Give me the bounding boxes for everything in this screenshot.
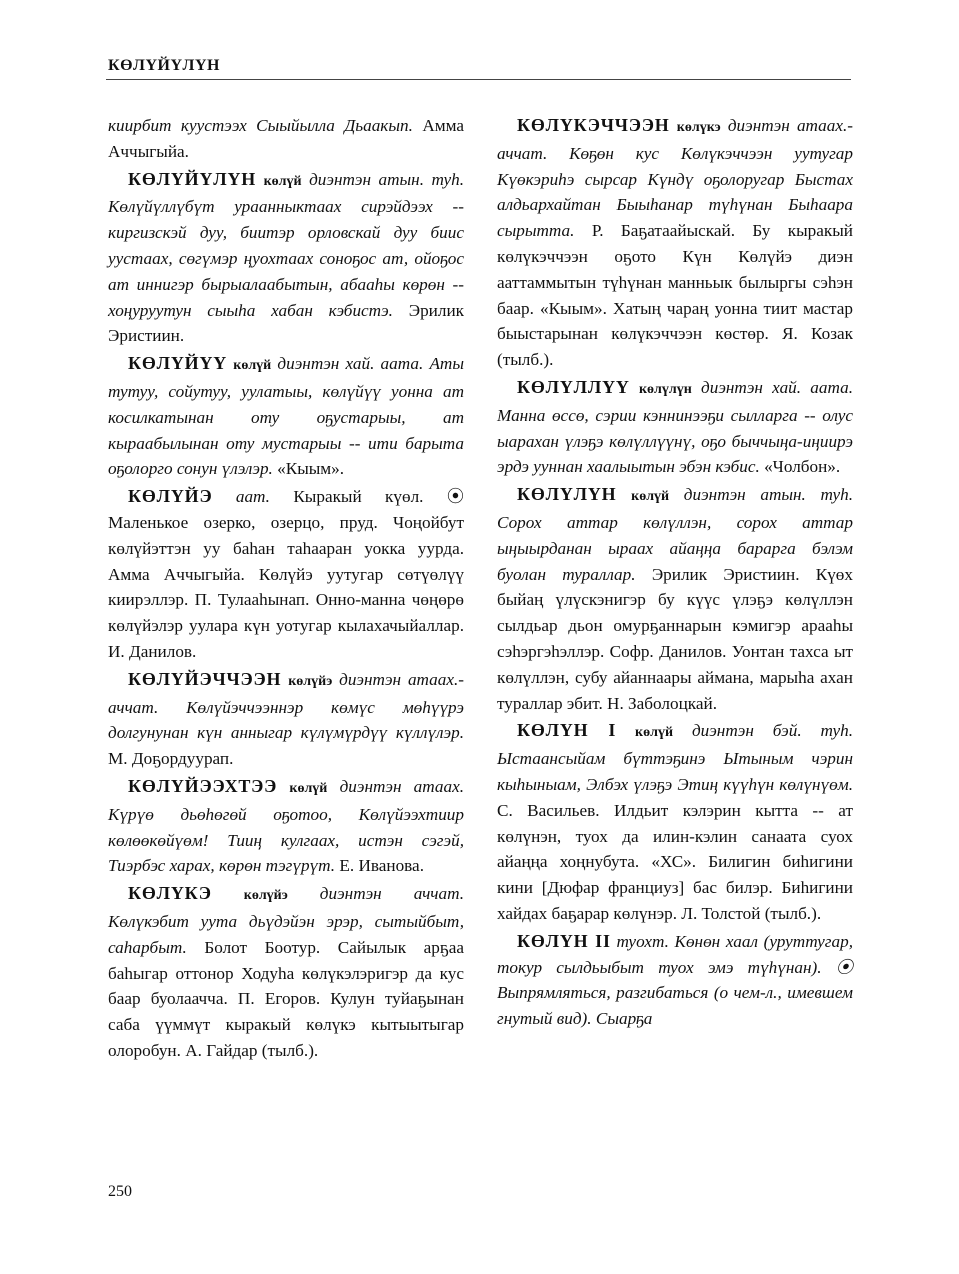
entry-definition: диэнтэн атын. туһ. [309, 169, 465, 189]
entry-stem: көлүйэ [288, 673, 333, 689]
entry-source: «Чолбон». [764, 457, 841, 477]
entry-example: Ыстаансыйам бүттэҕинэ Ытыным чэрин кыһыныам, Элбэх үлэҕэ Этиң күүһүн көлүнүөм. [497, 749, 853, 794]
entry-definition: диэнтэн хай. аата. [701, 377, 854, 397]
entry-stem: көлүй [631, 489, 670, 505]
dictionary-entry [108, 167, 464, 350]
entry-example: Көлүйэччээннэр көмүс мөһүүрэ долгунунан күн анныгар күлүмүрдүү күллүлэр. [108, 697, 465, 743]
entry-definition: диэнтэн атын. туһ. [683, 485, 853, 505]
entry-source: М. Доҕордуурап. [108, 749, 234, 769]
entry-source: Амма Аччыгыйа. [108, 116, 465, 161]
entry-headword: КӨЛҮЙЭ [128, 486, 213, 507]
entry-headword: КӨЛҮЛҮН [517, 484, 617, 505]
entry-definition: диэнтэн атаах.-аччат. [108, 669, 464, 717]
entry-stem: көлүй [635, 725, 674, 741]
entry-definition: диэнтэн атаах. [339, 776, 464, 796]
entry-stem: көлүй [263, 173, 302, 189]
page-number: 250 [108, 1183, 132, 1200]
dictionary-entry [108, 484, 464, 665]
entry-example: Сыарҕа [595, 1009, 653, 1029]
entry-definition: аат. [235, 487, 270, 507]
entry-example: киирбит куустээх Сыыйылла Дьаакып. [108, 116, 413, 135]
entry-stem: көлүй [289, 780, 328, 796]
dictionary-entry [108, 667, 464, 772]
left-column [108, 113, 464, 1066]
dictionary-entry [497, 113, 853, 373]
dictionary-entry [108, 113, 464, 165]
entry-example: Күрүө дьөһөгөй оҕотоо, Көлүйээхтиир көлөөкөйүөм! Тииң кулгаах, истэн сэгэй, Тиэрбэс харах, көрөн тэгүрүт. [108, 804, 464, 876]
dictionary-entry [497, 718, 853, 926]
entry-example: Сорох аттар көлүллэн, сорох аттар ыңыырданан ыраах айаңңа барарга бэлэм буолан тураллар. [497, 512, 853, 584]
entry-source: Эрилик Эристиин. [108, 300, 464, 346]
dictionary-entry [108, 881, 464, 1064]
entry-headword: КӨЛҮКЭ [128, 883, 212, 904]
entry-headword: КӨЛҮЙЭЭХТЭЭ [128, 775, 278, 796]
entry-definition: туохт. Көнөн хаал (уруттугар, токур сылдьыбыт туох эмэ түһүнан). ⦿ Выпрямляться, разгибаться (о чем-л., имевшем гнутый вид). [497, 931, 853, 1029]
entry-stem: көлүкэ [676, 120, 721, 135]
dictionary-entry [497, 482, 853, 716]
entry-example: Аты тутуу, сойутуу, уулатыы, көлүйүү уонна ат косилкатынан оту оҕустарыы, ат кыраабылынан оту мустарыы -- ити барыта оҕолорго сонун үлэлэр. [108, 354, 464, 479]
entry-definition: диэнтэн аччат. [319, 884, 464, 904]
entry-source: Эрилик Эристиин. Күөх быйаң үлүскэнигэр бу күүс үлэҕэ көлүллэн сылдьар дьон омурҕаннарын кэмигэр арааһы сэһэргэһэллэр. Софр. Данилов. Уонтан тахса ыт көлүллэн, субу айаннаары аймана, марыһа ахан тураллар эбит. Н. Заболоцкай. [497, 564, 853, 713]
dictionary-entry [108, 351, 464, 482]
entry-example: Көҕөн кус Көлүкэччээн уутугар Күөкэриһэ сырсар Күндү оҕолоругар Быстах алдьархайтан Быыһанар түһүнан Быһаара сырытта. [497, 143, 853, 241]
entry-source: Е. Иванова. [339, 856, 424, 876]
running-head: КӨЛҮЙҮЛҮН [108, 57, 220, 74]
entry-definition: диэнтэн хай. аата. [277, 354, 424, 374]
right-column [497, 113, 853, 1034]
entry-headword: КӨЛҮЛЛҮҮ [517, 376, 630, 397]
entry-source: «Кыым». [277, 459, 345, 479]
entry-headword: КӨЛҮКЭЧЧЭЭН [517, 115, 670, 135]
entry-source: Кыракый күөл. ⦿ Маленькое озерко, озерцо, пруд. Чоңойбут көлүйэттэн уу баһан таһааран уокка уурда. Амма Аччыгыйа. Көлүйэ уутугар сөтүөлүү киирэллэр. П. Тулааһынап. Онно-манна чөңөрө көлүйэлэр уулара күн уотугар кылахачыйаллар. И. Данилов. [108, 487, 465, 661]
entry-headword: КӨЛҮЙҮҮ [128, 353, 228, 374]
header-rule [106, 79, 851, 80]
entry-stem: көлүйэ [243, 888, 288, 904]
entry-source: Болот Боотур. Сайылык арҕаа баһыгар оттонор Ходуһа көлүкэлэригэр да кус баар буолаачча. П. Егоров. Кулун туйаҕынан саба үүммүт кыракый көлүкэ кытыытыгар олоробун. А. Гайдар (тылб.). [108, 937, 465, 1060]
entry-headword: КӨЛҮЙҮЛҮН [128, 168, 257, 189]
entry-headword: КӨЛҮН II [517, 930, 611, 951]
entry-stem: көлүй [233, 358, 272, 374]
entry-source: С. Васильев. Илдьит кэлэрин кытта -- ат көлүнэн, туох да илин-кэлин санаата суох айаңңа хоңнубута. «ХС». Билигин биһигини кини [Дюфар франциуз] бас билэр. Биһигини хайдах баҕарар көлүнэр. Л. Толстой (тылб.). [497, 800, 853, 923]
dictionary-entry [108, 774, 464, 879]
entry-headword: КӨЛҮЙЭЧЧЭЭН [128, 668, 282, 689]
entry-example: Көлүйүллүбүт ураанныктаах сирэйдээх -- киргизскэй дуу, биитэр орловскай дуу биис уустаах, сөгүмэр ңуохтаах соноҕос ат, ойоҕос ат иннигэр бырыалаабытын, абааһы көрөн -- хоңуруутун сыыһа хабан кэбистэ. [108, 197, 464, 320]
entry-stem: көлүлүн [638, 381, 692, 397]
dictionary-entry [497, 375, 853, 480]
entry-example: Көлүкэбит уута дьүдэйэн эрэр, сытыйбыт, саһарбыт. [108, 911, 464, 957]
dictionary-entry [497, 929, 853, 1032]
entry-headword: КӨЛҮН I [517, 720, 617, 741]
entry-example: Манна өссө, сэрии кэннинээҕи сылларга -- олус ыарахан үлэҕэ көлүллүүнү, оҕо быччыңа-иңиирэ эрдэ ууннан хаалыытын эбэн кэбис. [497, 405, 853, 477]
entry-definition: диэнтэн бэй. туһ. [691, 721, 853, 741]
entry-source: Р. Баҕатаайыскай. Бу кыракый көлүкэччээн оҕото Күн Көлүйэ диэн ааттаммытын түһүнан манньык былыргы сэһэн баар. «Кыым». Хатың чараң уонна тиит мастар быыстарынан көлүкэччээн көстөр. Я. Козак (тылб.). [497, 221, 853, 370]
entry-definition: диэнтэн атаах.-аччат. [497, 116, 854, 163]
